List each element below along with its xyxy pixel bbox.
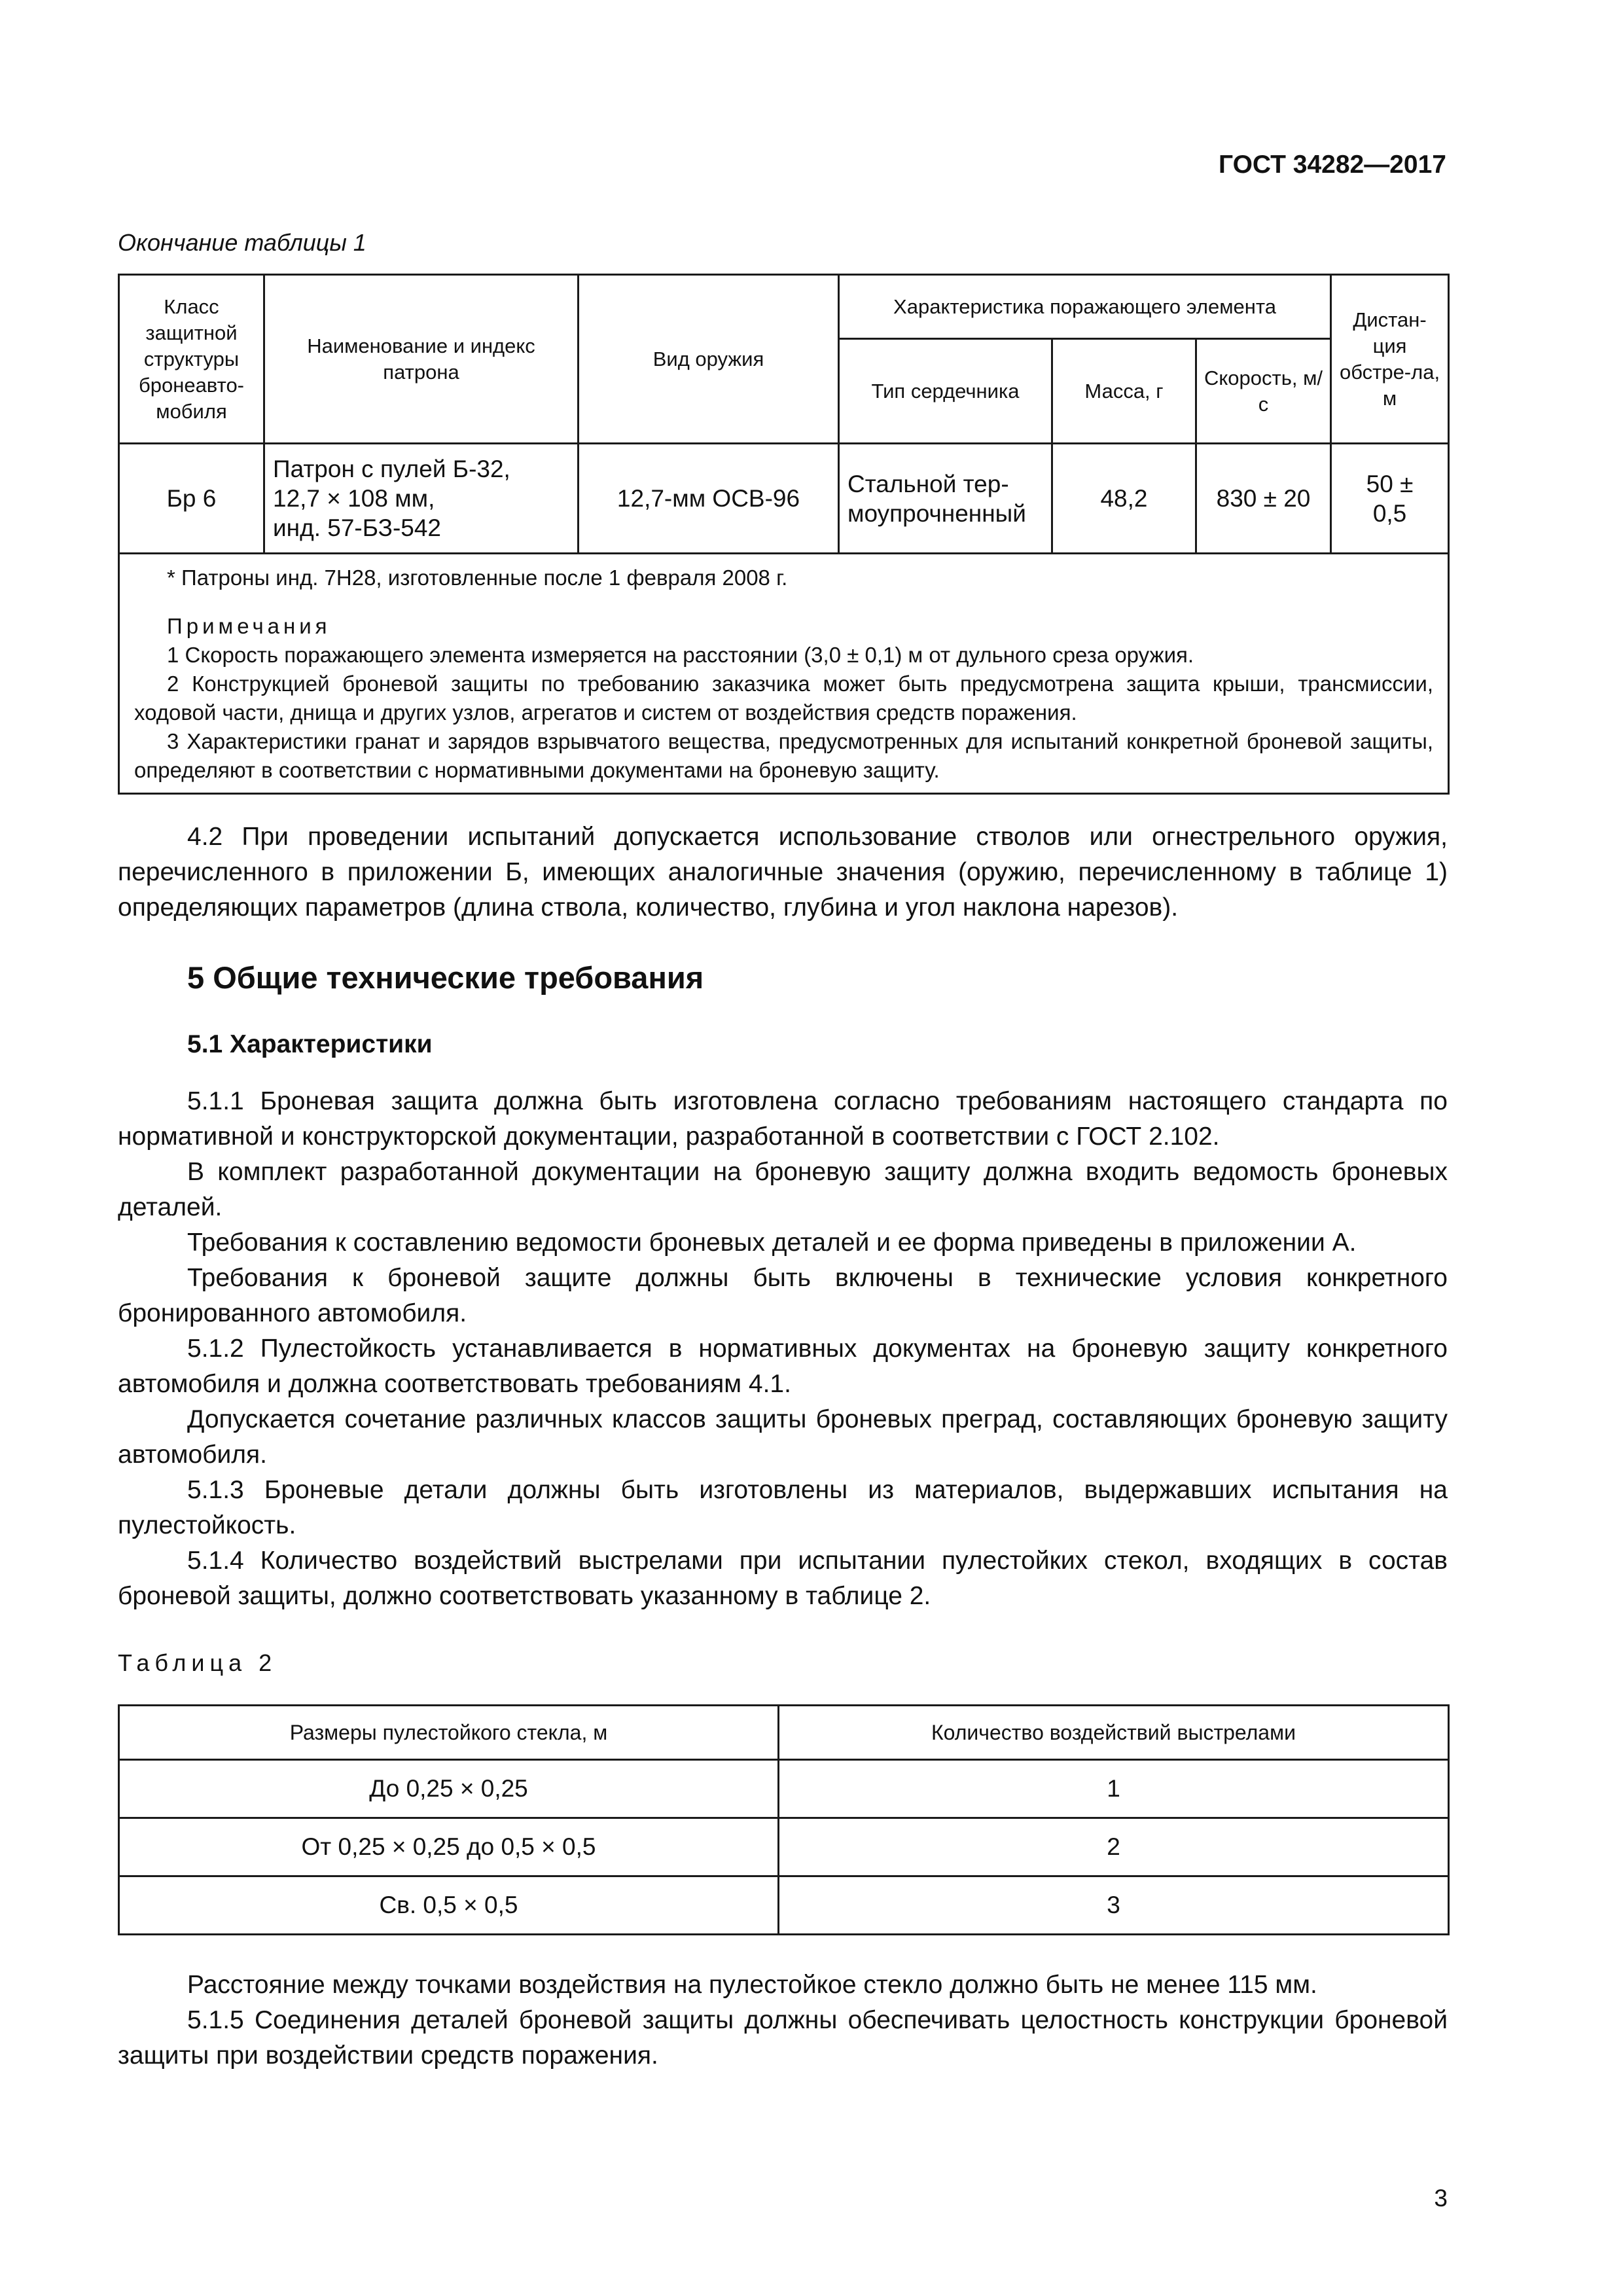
header-class: Класс защитной структуры бронеавто-мобиля <box>119 275 264 444</box>
table-row <box>119 444 1449 554</box>
table-2 <box>118 1704 1450 1935</box>
header-glass-size: Размеры пулестойкого стекла, м <box>119 1706 779 1760</box>
paragraph-block <box>118 819 1448 925</box>
note-item: 3 Характеристики гранат и зарядов взрывчатого вещества, предусмотренных для испытаний конкретной броневой защиты, определяют в соответствии с нормативными документами на броневую защиту. <box>134 729 1434 782</box>
table-row <box>119 1760 1449 1818</box>
paragraph: 5.1.3 Броневые детали должны быть изготовлены из материалов, выдержавших испытания на пулестойкость. <box>118 1476 1448 1539</box>
section-title: 5 Общие технические требования <box>187 960 704 995</box>
header-core: Тип сердечника <box>839 339 1052 444</box>
paragraph: 5.1.2 Пулестойкость устанавливается в нормативных документах на броневую защиту конкретного автомобиля и должна соответствовать требованиям 4.1. <box>118 1335 1448 1398</box>
section-5-text <box>118 1084 1448 1614</box>
distance-line: 50 ± <box>1366 470 1414 497</box>
table-row <box>119 1876 1449 1935</box>
cell-glass-size: От 0,25 × 0,25 до 0,5 × 0,5 <box>119 1818 779 1876</box>
paragraph: Допускается сочетание различных классов защиты броневых преград, составляющих броневую защиту автомобиля. <box>118 1405 1448 1469</box>
cartridge-line: Патрон с пулей Б-32, <box>273 456 510 482</box>
cell-shot-count: 3 <box>779 1876 1449 1935</box>
header-distance: Дистан-ция обстре-ла, м <box>1331 275 1449 444</box>
subsection-title: 5.1 Характеристики <box>187 1030 433 1058</box>
header-shot-count: Количество воздействий выстрелами <box>779 1706 1449 1760</box>
cell-shot-count: 2 <box>779 1818 1449 1876</box>
cartridge-line: инд. 57-БЗ-542 <box>273 514 441 541</box>
table-1 <box>118 274 1450 795</box>
header-mass: Масса, г <box>1052 339 1196 444</box>
cell-speed: 830 ± 20 <box>1196 444 1331 554</box>
table1-footnote: * Патроны инд. 7Н28, изготовленные после 1 февраля 2008 г. <box>167 565 788 590</box>
table-row <box>119 1818 1449 1876</box>
header-cartridge: Наименование и индекс патрона <box>264 275 579 444</box>
cell-glass-size: Св. 0,5 × 0,5 <box>119 1876 779 1935</box>
header-element-group: Характеристика поражающего элемента <box>839 275 1331 339</box>
cell-core <box>839 444 1052 554</box>
distance-line: 0,5 <box>1372 499 1407 527</box>
document-code: ГОСТ 34282—2017 <box>1219 151 1446 179</box>
paragraph: Требования к составлению ведомости броневых деталей и ее форма приведены в приложении А. <box>187 1229 1357 1257</box>
header-weapon: Вид оружия <box>579 275 839 444</box>
paragraph: В комплект разработанной документации на броневую защиту должна входить ведомость броневых деталей. <box>118 1158 1448 1221</box>
notes-title: Примечания <box>167 614 331 638</box>
cell-class: Бр 6 <box>119 444 264 554</box>
page-number: 3 <box>1434 2185 1448 2212</box>
paragraph: 5.1.4 Количество воздействий выстрелами при испытании пулестойких стекол, входящих в состав броневой защиты, должно соответствовать указанному в таблице 2. <box>118 1547 1448 1610</box>
core-line: Стальной тер- <box>847 470 1009 497</box>
cell-shot-count: 1 <box>779 1760 1449 1818</box>
cell-cartridge <box>264 444 579 554</box>
cartridge-line: 12,7 × 108 мм, <box>273 485 435 512</box>
paragraph: Требования к броневой защите должны быть включены в технические условия конкретного бронированного автомобиля. <box>118 1264 1448 1327</box>
core-line: моупрочненный <box>847 499 1026 527</box>
closing-text <box>118 1967 1448 2073</box>
paragraph-4-2: 4.2 При проведении испытаний допускается использование стволов или огнестрельного оружия, перечисленного в приложении Б, имеющих аналогичные значения (оружию, перечисленному в таблице 1) определяющих параметров (длина ствола, количество, глубина и угол наклона нарезов). <box>118 823 1448 922</box>
paragraph: 5.1.1 Броневая защита должна быть изготовлена согласно требованиям настоящего стандарта по нормативной и конструкторской документации, разработанной в соответствии с ГОСТ 2.102. <box>118 1087 1448 1151</box>
header-speed: Скорость, м/с <box>1196 339 1331 444</box>
note-item: 2 Конструкцией броневой защиты по требованию заказчика может быть предусмотрена защита крыши, трансмиссии, ходовой части, днища и других узлов, агрегатов и систем от воздействия средств поражения. <box>134 672 1434 725</box>
paragraph: Расстояние между точками воздействия на пулестойкое стекло должно быть не менее 115 мм. <box>187 1971 1317 1999</box>
paragraph: 5.1.5 Соединения деталей броневой защиты должны обеспечивать целостность конструкции броневой защиты при воздействии средств поражения. <box>118 2006 1448 2070</box>
note-item: 1 Скорость поражающего элемента измеряется на расстоянии (3,0 ± 0,1) м от дульного среза оружия. <box>167 643 1194 667</box>
cell-glass-size: До 0,25 × 0,25 <box>119 1760 779 1818</box>
cell-distance <box>1331 444 1449 554</box>
cell-weapon: 12,7-мм ОСВ-96 <box>579 444 839 554</box>
table1-caption: Окончание таблицы 1 <box>118 229 366 256</box>
table2-caption: Таблица 2 <box>118 1649 277 1676</box>
table1-notes <box>119 554 1449 794</box>
cell-mass: 48,2 <box>1052 444 1196 554</box>
